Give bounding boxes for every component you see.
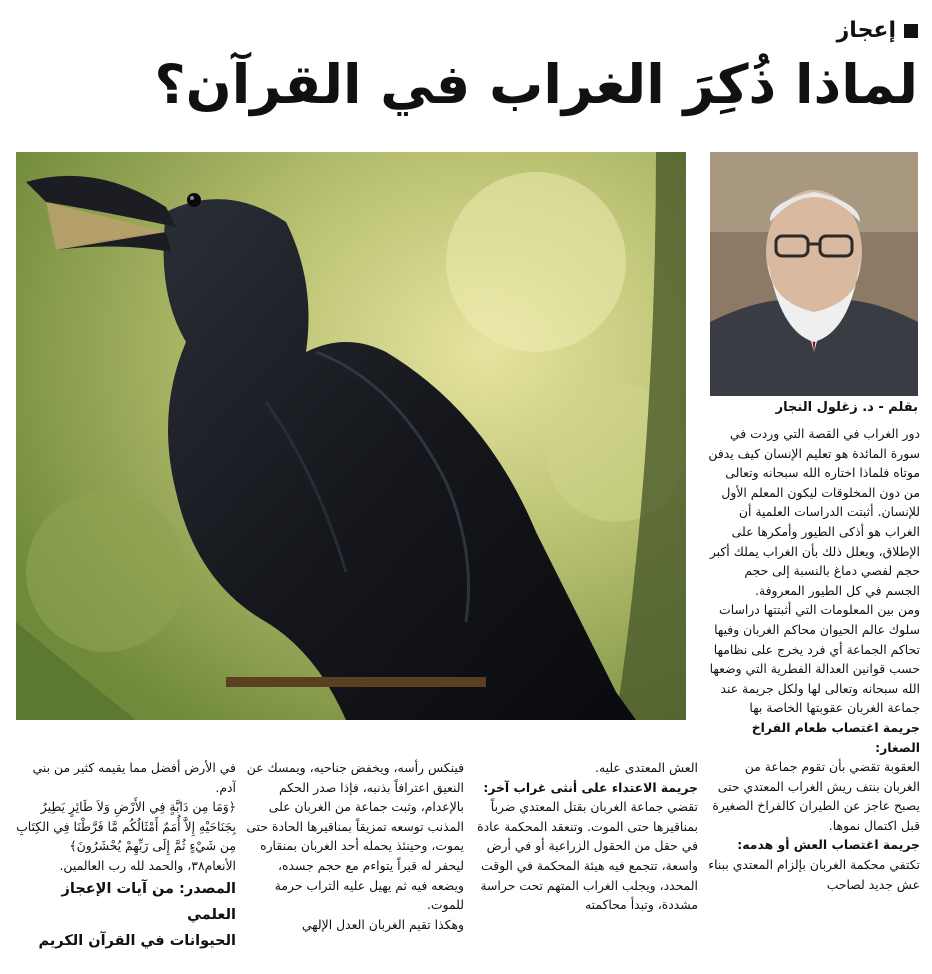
crow-photo	[16, 152, 686, 720]
subheading: جريمة الاعتداء على أنثى غراب آخر:	[483, 779, 698, 795]
byline: بقلم - د. زغلول النجار	[775, 400, 918, 415]
author-portrait	[710, 152, 918, 396]
paragraph: العش المعتدى عليه.	[595, 760, 698, 775]
author-photo	[710, 152, 918, 396]
paragraph: ومن بين المعلومات التي أثبتتها دراسات سلوك عالم الحيوان محاكم الغربان وفيها تحاكم الجماعة أي فرد يخرج على نظامها حسب قوانين العدالة الفطرية التي وضعها الله سبحانه وتعالى لها ولكل جريمة عند جماعة الغربان عقوبتها الخاصة بها	[709, 602, 920, 716]
paragraph: دور الغراب في القصة التي وردت في سورة المائدة هو تعليم الإنسان كيف يدفن موتاه فلماذا اختاره الله سبحانه وتعالى من دون المخلوقات ليكون المعلم الأول للإنسان. أثبتت الدراسات العلمية أن الغراب هو أذكى الطيور وأمكرها على الإطلاق، ويعلل ذلك بأن الغراب يملك أكبر حجم لفصي دماغ بالنسبة إلى حجم الجسم في كل الطيور المعروفة.	[708, 426, 920, 598]
headline: لماذا ذُكِرَ الغراب في القرآن؟	[154, 53, 918, 116]
section-label	[837, 18, 918, 43]
section-label-text: إعجاز	[836, 18, 896, 43]
source-line-2: الحيوانات في القرآن الكريم	[38, 932, 236, 949]
article-column-1	[707, 424, 920, 964]
source-line-1: المصدر: من آيات الإعجاز العلمي	[61, 880, 236, 923]
quran-verse: ﴿وَمَا مِن دَابَّةٍ فِي الأَرْضِ وَلاَ طَائِرٍ يَطِيرُ بِجَنَاحَيْهِ إِلاَّ أُمَمٌ أَمْثَالُكُم مَّا فَرَّطْنَا فِي الكِتَابِ مِن شَيْءٍ ثُمَّ إِلَى رَبِّهِمْ يُحْشَرُونَ﴾	[16, 799, 236, 854]
subheading: جريمة اغتصاب طعام الفراخ الصغار:	[751, 719, 920, 755]
paragraph: وهكذا تقيم الغربان العدل الإلهي	[301, 916, 464, 932]
article-column-4	[16, 758, 236, 968]
paragraph: الأنعام٣٨، والحمد لله رب العالمين.	[59, 857, 236, 873]
article-column-3	[244, 758, 464, 968]
article-column-2	[470, 758, 698, 968]
bullet-square-icon	[904, 24, 918, 38]
paragraph: تقضي جماعة الغربان بقتل المعتدي ضرباً بمناقيرها حتى الموت. وتنعقد المحكمة عادة في حقل من الحقول الزراعية أو في أرض واسعة، تتجمع فيه هيئة المحكمة في الوقت المحدد، ويجلب الغراب المتهم تحت حراسة مشددة، وتبدأ محاكمته	[477, 799, 698, 913]
paragraph: فينكس رأسه، ويخفض جناحيه، ويمسك عن النعيق اعترافاً بذنبه، فإذا صدر الحكم بالإعدام، وثبت جماعة من الغربان على المذنب توسعه تمزيقاً بمناقيرها الحادة حتى يموت، وحينئذ يحمله أحد الغربان بمنقاره ليحفر له قبراً يتواءم مع حجم جسده، ويضعه فيه ثم يهيل عليه التراب حرمة للموت.	[246, 760, 464, 913]
subheading: جريمة اغتصاب العش أو هدمه:	[737, 837, 920, 853]
paragraph: العقوبة تقضي بأن تقوم جماعة من الغربان بنتف ريش الغراب المعتدي حتى يصبح عاجز عن الطيران كالفراخ الصغيرة قبل اكتمال نموها.	[712, 759, 920, 833]
paragraph: في الأرض أفضل مما يقيمه كثير من بني آدم.	[32, 760, 236, 795]
crow-illustration	[16, 152, 686, 720]
paragraph: تكتفي محكمة الغربان بإلزام المعتدي ببناء عش جديد لصاحب	[708, 857, 920, 892]
